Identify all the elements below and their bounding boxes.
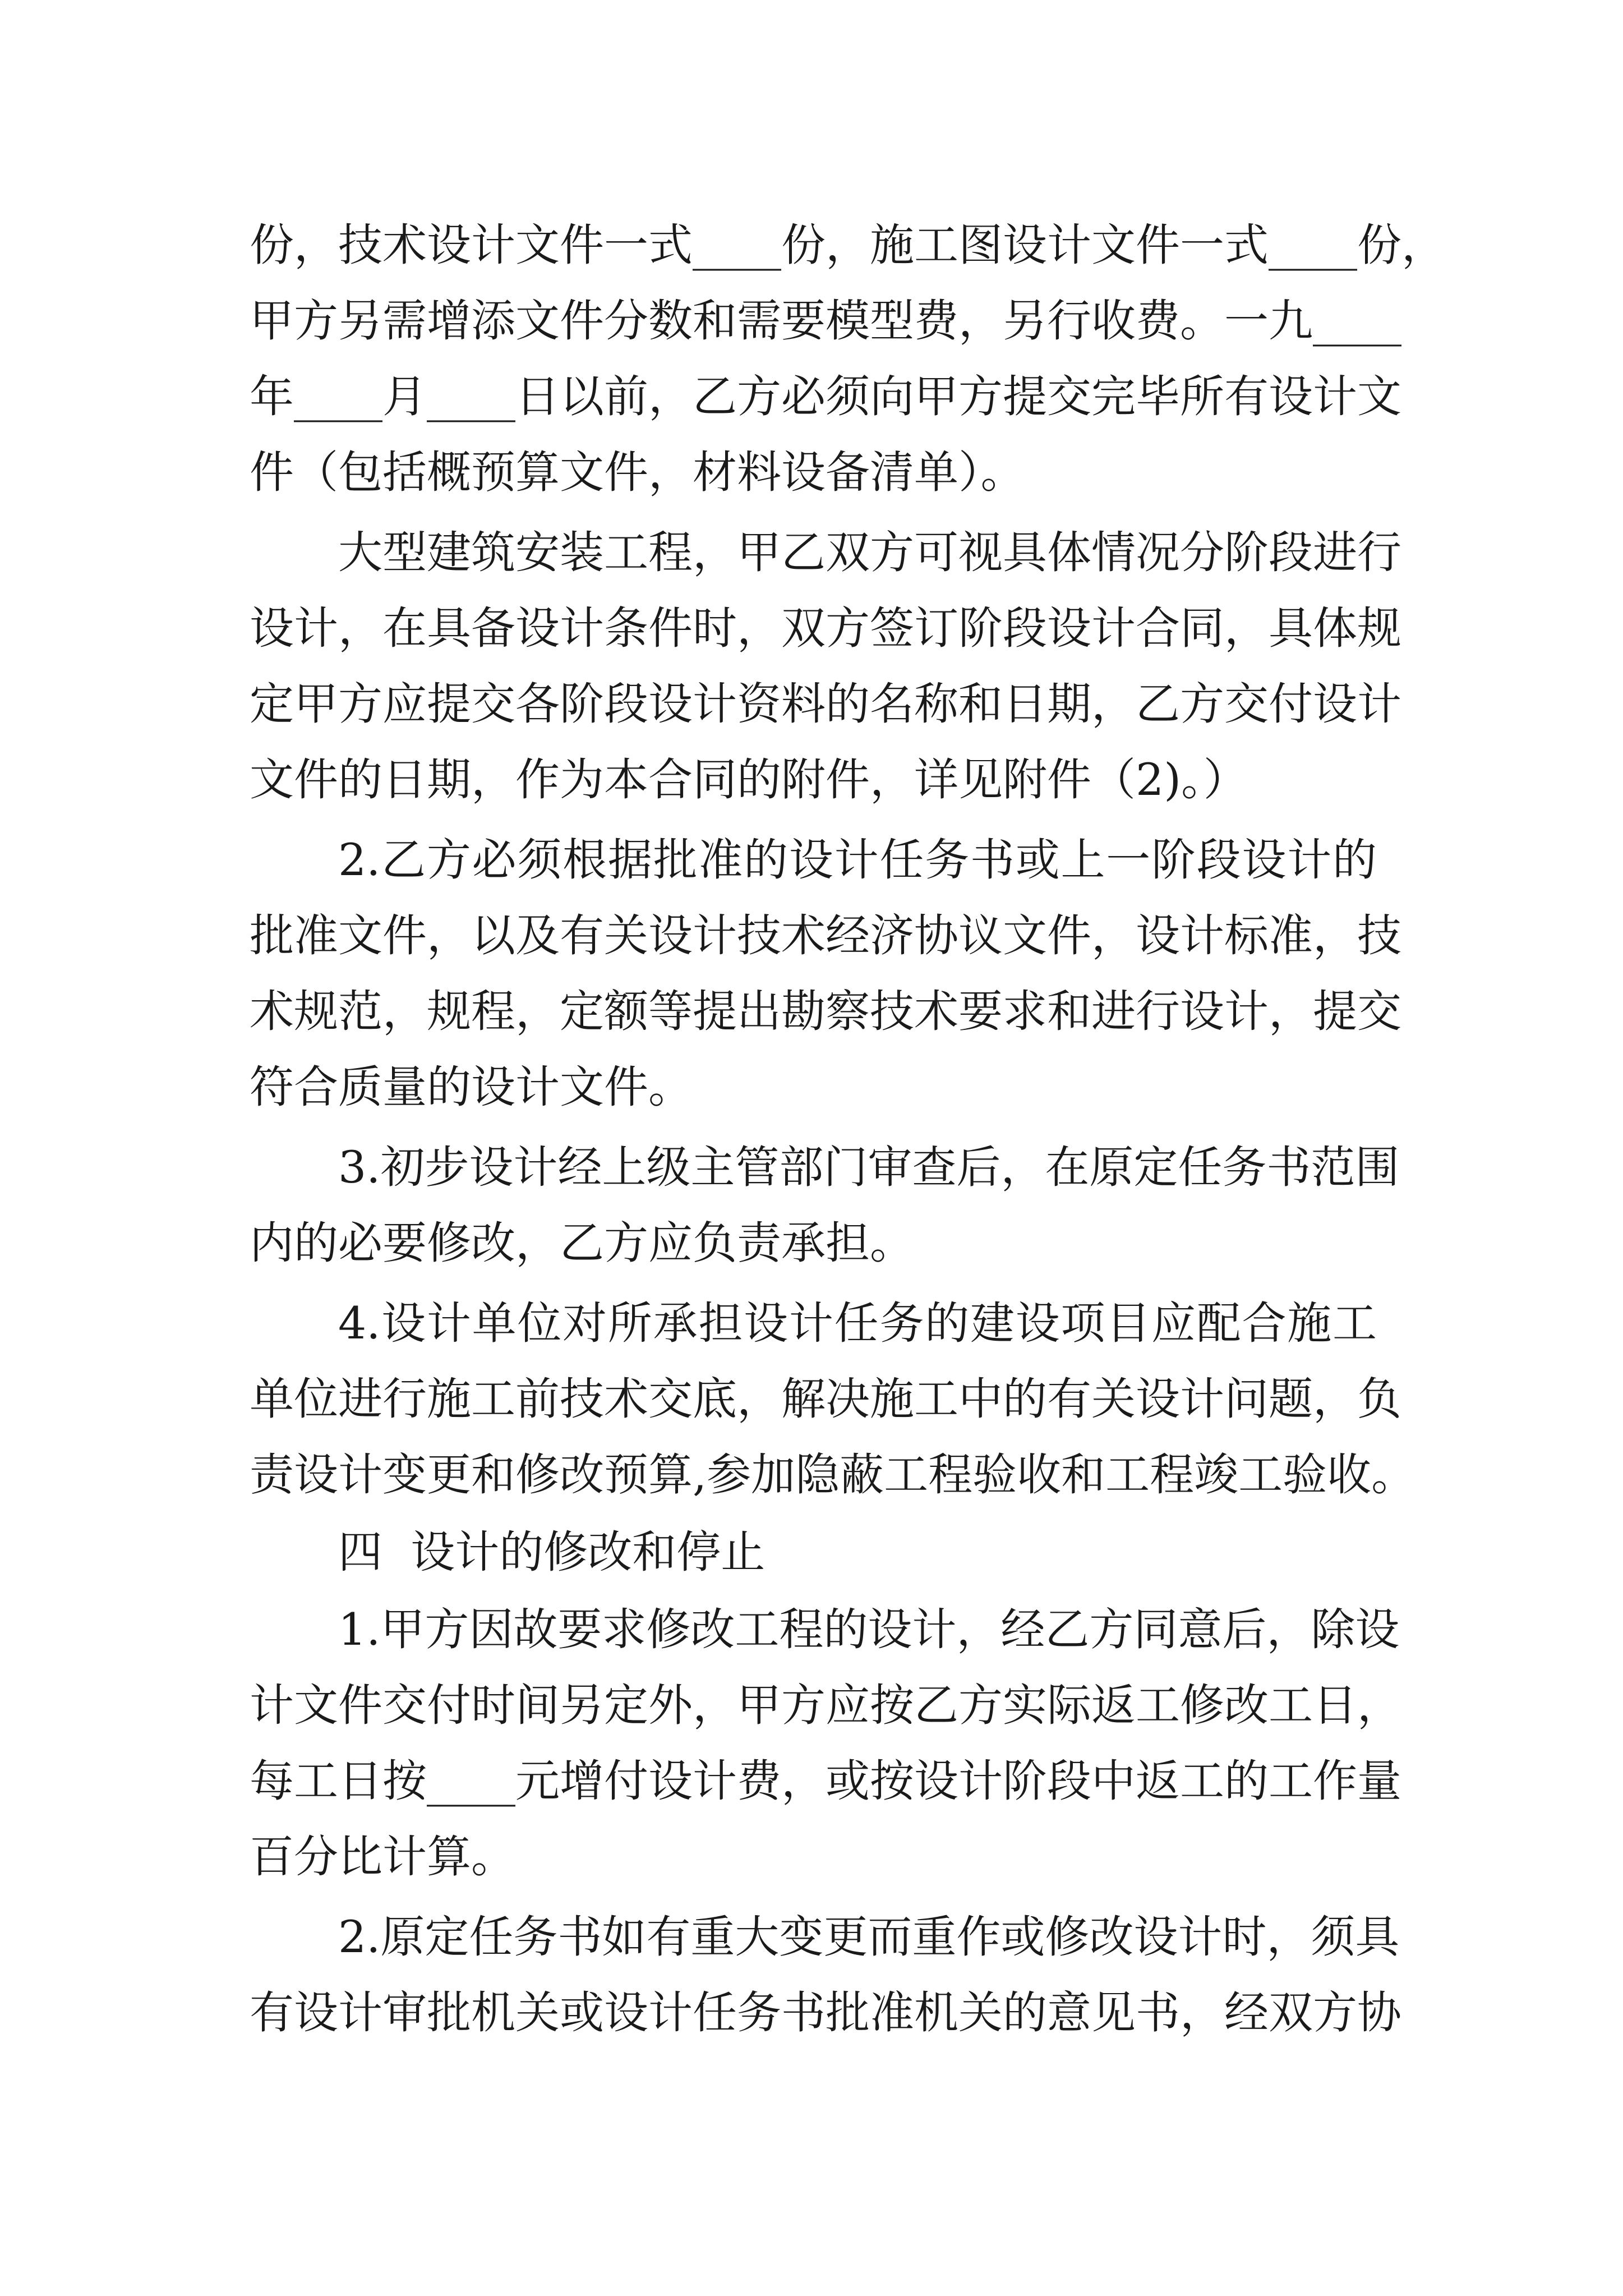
text-line: 批准文件，以及有关设计技术经济协议文件，设计标准，技: [250, 910, 1401, 961]
text-line: 年____月____日以前，乙方必须向甲方提交完毕所有设计文: [250, 371, 1401, 422]
text-line: 4.设计单位对所承担设计任务的建设项目应配合施工: [338, 1297, 1377, 1349]
text-line: 1.甲方因故要求修改工程的设计，经乙方同意后，除设: [338, 1604, 1400, 1655]
text-line: 定甲方应提交各阶段设计资料的名称和日期，乙方交付设计: [250, 678, 1401, 730]
text-line: 2.乙方必须根据批准的设计任务书或上一阶段设计的: [338, 834, 1377, 886]
text-line: 甲方另需增添文件分数和需要模型费，另行收费。一九____: [250, 295, 1401, 347]
text-line: 份，技术设计文件一式____份，施工图设计文件一式____份，: [250, 219, 1446, 271]
section-heading: 四 设计的修改和停止: [338, 1526, 766, 1578]
text-line: 有设计审批机关或设计任务书批准机关的意见书，经双方协: [250, 1987, 1401, 2039]
text-line: 责设计变更和修改预算,参加隐蔽工程验收和工程竣工验收。: [250, 1449, 1416, 1501]
text-line: 术规范，规程，定额等提出勘察技术要求和进行设计，提交: [250, 986, 1401, 1037]
text-line: 计文件交付时间另定外，甲方应按乙方实际返工修改工日，: [250, 1680, 1401, 1731]
text-line: 件（包括概预算文件，材料设备清单）。: [250, 447, 1025, 498]
text-line: 符合质量的设计文件。: [250, 1061, 693, 1113]
text-line: 百分比计算。: [250, 1831, 515, 1883]
text-line: 每工日按____元增付设计费，或按设计阶段中返工的工作量: [250, 1755, 1401, 1807]
text-line: 内的必要修改，乙方应负责承担。: [250, 1217, 914, 1269]
text-line: 设计，在具备设计条件时，双方签订阶段设计合同，具体规: [250, 602, 1401, 654]
text-line: 3.初步设计经上级主管部门审查后，在原定任务书范围: [338, 1142, 1400, 1193]
text-line: 文件的日期，作为本合同的附件，详见附件（2)。）: [250, 754, 1248, 806]
text-line: 2.原定任务书如有重大变更而重作或修改设计时，须具: [338, 1911, 1400, 1963]
text-line: 大型建筑安装工程，甲乙双方可视具体情况分阶段进行: [338, 527, 1401, 578]
text-line: 单位进行施工前技术交底，解决施工中的有关设计问题，负: [250, 1373, 1401, 1425]
